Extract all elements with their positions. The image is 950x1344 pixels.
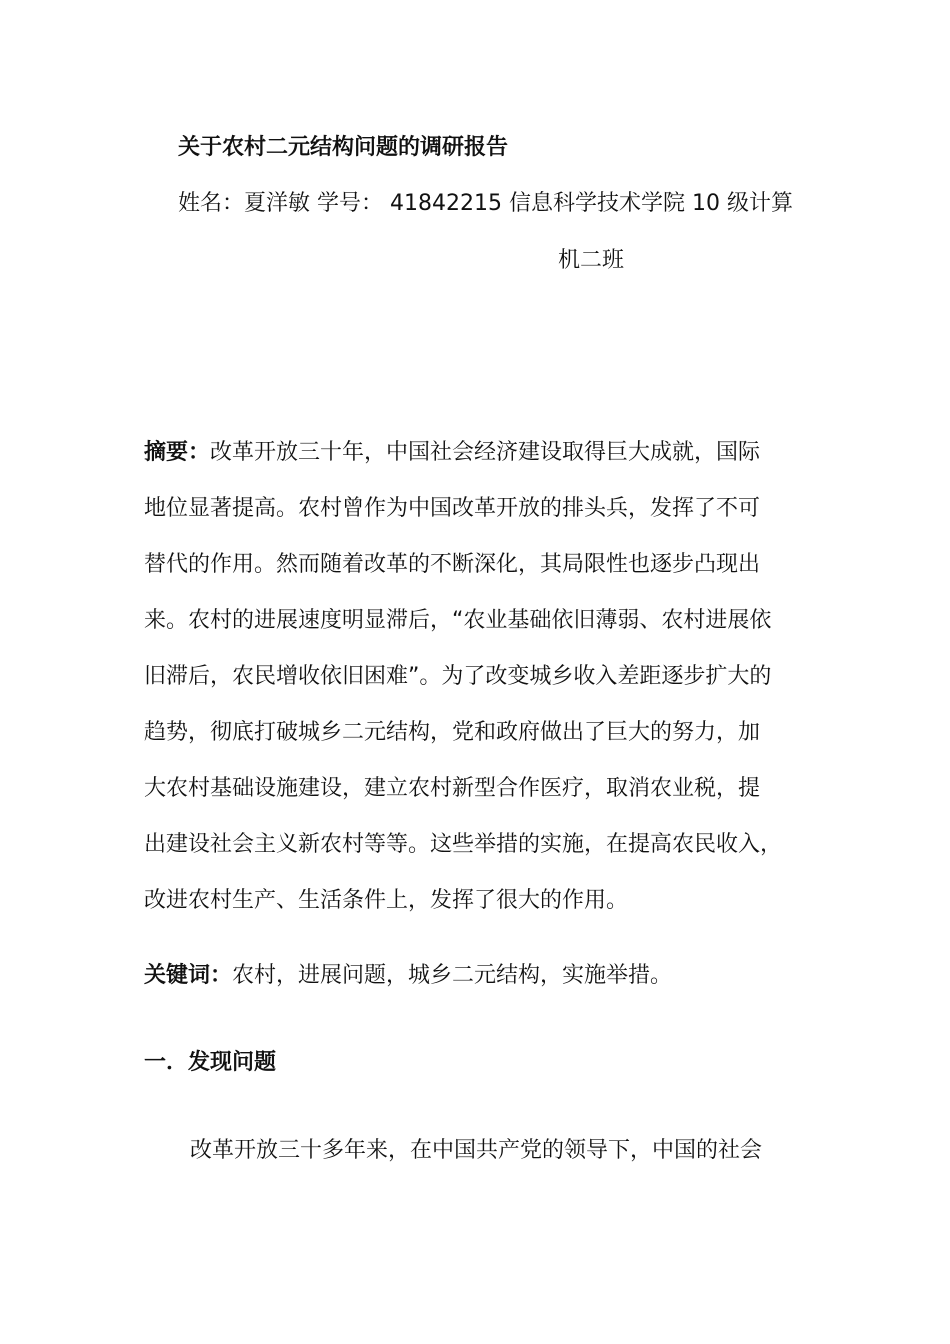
abstract-section [144, 425, 824, 929]
abstract-text: 改革开放三十年，中国社会经济建设取得巨大成就，国际 [210, 440, 761, 465]
author-info-line-continued: 机二班 [558, 248, 625, 273]
body-paragraph: 改革开放三十多年来，在中国共产党的领导下，中国的社会 [190, 1138, 763, 1163]
abstract-line: 趋势，彻底打破城乡二元结构，党和政府做出了巨大的努力，加 [144, 720, 761, 745]
abstract-label: 摘要： [144, 440, 211, 465]
section-heading: 一．发现问题 [144, 1050, 277, 1075]
abstract-line: 替代的作用。然而随着改革的不断深化，其局限性也逐步凸现出 [144, 552, 761, 577]
keywords-text: 农村，进展问题，城乡二元结构，实施举措。 [232, 963, 673, 988]
document-title: 关于农村二元结构问题的调研报告 [178, 135, 509, 160]
abstract-line: 改进农村生产、生活条件上，发挥了很大的作用。 [144, 888, 629, 913]
abstract-line: 地位显著提高。农村曾作为中国改革开放的排头兵，发挥了不可 [144, 496, 761, 521]
abstract-line: 旧滞后，农民增收依旧困难”。为了改变城乡收入差距逐步扩大的 [144, 664, 772, 689]
abstract-line [144, 425, 824, 481]
author-info-line: 姓名：夏洋敏 学号： 41842215 信息科学技术学院 10 级计算 [178, 191, 793, 216]
abstract-line: 出建设社会主义新农村等等。这些举措的实施，在提高农民收入， [144, 832, 783, 857]
keywords-line [144, 958, 672, 989]
keywords-label: 关键词： [144, 963, 233, 988]
abstract-line: 来。农村的进展速度明显滞后，“农业基础依旧薄弱、农村进展依 [144, 608, 772, 633]
abstract-line: 大农村基础设施建设，建立农村新型合作医疗，取消农业税，提 [144, 776, 761, 801]
